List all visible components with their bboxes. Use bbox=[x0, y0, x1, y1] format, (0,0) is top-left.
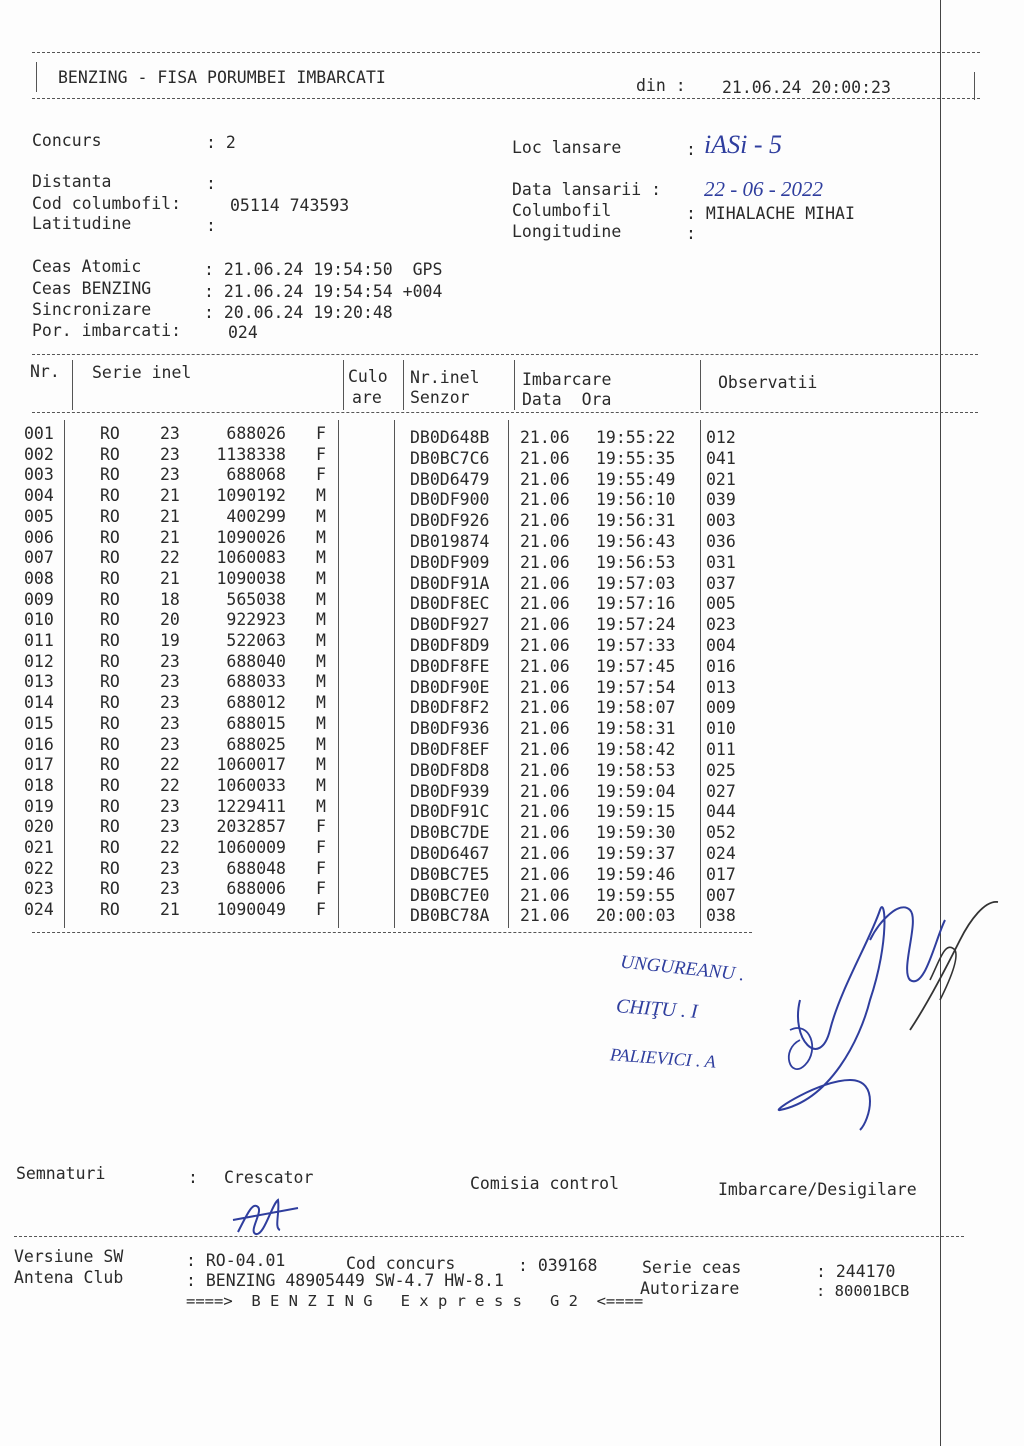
table-cell-inel: 400299 bbox=[226, 506, 286, 526]
body-sep-nr bbox=[64, 420, 65, 928]
table-cell-nr: 024 bbox=[24, 900, 54, 920]
table-cell-inel: 1090192 bbox=[216, 486, 286, 506]
table-cell-data: 21.06 bbox=[520, 594, 570, 614]
table-cell-tara: RO bbox=[100, 858, 120, 878]
table-cell-nr: 001 bbox=[24, 424, 54, 443]
table-cell-nr: 021 bbox=[24, 838, 54, 857]
cod-columbofil-value: 05114 743593 bbox=[230, 196, 350, 215]
table-cell-senzor: DB019874 bbox=[410, 532, 490, 551]
table-cell-sex: M bbox=[316, 755, 326, 775]
table-cell-obs: 007 bbox=[706, 885, 736, 905]
ceas-benzing-value: : 21.06.24 19:54:54 +004 bbox=[204, 282, 443, 301]
table-cell-data: 21.06 bbox=[520, 448, 570, 468]
table-cell-senzor: DB0DF8EC bbox=[410, 594, 490, 614]
table-cell-sex: M bbox=[316, 796, 326, 816]
col-sep-nr bbox=[72, 360, 73, 410]
handwritten-name-1: UNGUREANU . bbox=[619, 951, 746, 986]
table-cell-senzor: DB0DF900 bbox=[410, 490, 490, 510]
table-cell-sex: M bbox=[316, 527, 326, 547]
table-cell-obs: 003 bbox=[706, 511, 736, 531]
col-header-nr: Nr. bbox=[30, 362, 60, 381]
table-cell-tara: RO bbox=[100, 486, 120, 506]
table-cell-senzor: DB0DF926 bbox=[410, 511, 490, 531]
table-cell-ora: 19:57:16 bbox=[596, 594, 676, 614]
table-cell-ora: 19:58:31 bbox=[596, 719, 676, 739]
table-cell-senzor: DB0DF939 bbox=[410, 781, 490, 801]
handwritten-name-3: PALIEVICI . A bbox=[609, 1044, 717, 1072]
porumbei-imbarcati-value: 024 bbox=[228, 323, 258, 342]
table-cell-ora: 19:56:43 bbox=[596, 532, 676, 551]
table-cell-obs: 010 bbox=[706, 719, 736, 739]
table-cell-tara: RO bbox=[100, 713, 120, 733]
col-header-culoare-2: are bbox=[352, 388, 382, 407]
imbarcare-desigilare-label: Imbarcare/Desigilare bbox=[718, 1180, 917, 1199]
table-cell-an: 18 bbox=[160, 589, 180, 609]
crescator-signature bbox=[228, 1192, 308, 1242]
autorizare-value: : 80001BCB bbox=[816, 1282, 910, 1300]
col-header-nr-inel-1: Nr.inel bbox=[410, 368, 480, 387]
table-cell-inel: 2032857 bbox=[216, 817, 286, 837]
loc-lansare-label: Loc lansare bbox=[512, 138, 622, 157]
table-cell-obs: 009 bbox=[706, 698, 736, 718]
table-cell-data: 21.06 bbox=[520, 636, 570, 655]
ceas-atomic-value: : 21.06.24 19:54:50 GPS bbox=[204, 260, 443, 279]
table-cell-nr: 008 bbox=[24, 568, 54, 588]
loc-lansare-handwritten: iASi - 5 bbox=[704, 130, 782, 159]
table-cell-obs: 037 bbox=[706, 573, 736, 593]
crescator-label: Crescator bbox=[224, 1168, 314, 1187]
table-cell-inel: 1060009 bbox=[216, 838, 286, 857]
col-header-observatii: Observatii bbox=[718, 373, 818, 392]
table-cell-nr: 014 bbox=[24, 693, 54, 713]
table-cell-an: 23 bbox=[160, 424, 180, 443]
table-bottom-rule bbox=[32, 932, 752, 933]
table-cell-senzor: DB0DF8D9 bbox=[410, 636, 490, 655]
table-cell-senzor: DB0BC7E0 bbox=[410, 885, 490, 905]
table-header-rule bbox=[32, 412, 978, 413]
table-cell-senzor: DB0DF927 bbox=[410, 615, 490, 635]
cod-concurs-value: : 039168 bbox=[518, 1256, 598, 1275]
table-cell-senzor: DB0BC7E5 bbox=[410, 864, 490, 884]
table-cell-inel: 1060033 bbox=[216, 775, 286, 795]
autorizare-label: Autorizare bbox=[640, 1279, 740, 1298]
longitudine-label: Longitudine bbox=[512, 222, 622, 241]
table-cell-inel: 688048 bbox=[226, 858, 286, 878]
table-cell-inel: 522063 bbox=[226, 631, 286, 650]
date-label: din : bbox=[636, 76, 686, 95]
table-cell-data: 21.06 bbox=[520, 781, 570, 801]
table-cell-ora: 19:57:03 bbox=[596, 573, 676, 593]
table-cell-sex: F bbox=[316, 900, 326, 920]
sincronizare-value: : 20.06.24 19:20:48 bbox=[204, 303, 393, 322]
table-cell-an: 21 bbox=[160, 527, 180, 547]
table-cell-data: 21.06 bbox=[520, 615, 570, 635]
table-cell-data: 21.06 bbox=[520, 677, 570, 697]
table-cell-inel: 1060017 bbox=[216, 755, 286, 775]
col-header-imbarcare-2: Data Ora bbox=[522, 390, 612, 409]
ceas-atomic-label: Ceas Atomic bbox=[32, 257, 142, 276]
table-cell-sex: F bbox=[316, 465, 326, 485]
table-cell-ora: 19:58:53 bbox=[596, 760, 676, 780]
date-value: 21.06.24 20:00:23 bbox=[722, 78, 891, 97]
distanta-label: Distanta bbox=[32, 172, 112, 191]
table-cell-an: 21 bbox=[160, 900, 180, 920]
table-cell-obs: 021 bbox=[706, 469, 736, 489]
table-cell-ora: 19:59:55 bbox=[596, 885, 676, 905]
table-cell-tara: RO bbox=[100, 589, 120, 609]
table-cell-tara: RO bbox=[100, 838, 120, 857]
table-cell-tara: RO bbox=[100, 631, 120, 650]
table-cell-an: 19 bbox=[160, 631, 180, 650]
table-cell-ora: 19:57:54 bbox=[596, 677, 676, 697]
table-cell-an: 23 bbox=[160, 858, 180, 878]
table-cell-data: 21.06 bbox=[520, 823, 570, 843]
table-cell-inel: 1090038 bbox=[216, 568, 286, 588]
table-cell-tara: RO bbox=[100, 900, 120, 920]
col-sep-serie bbox=[343, 360, 344, 410]
table-cell-nr: 009 bbox=[24, 589, 54, 609]
table-cell-ora: 19:59:37 bbox=[596, 844, 676, 863]
table-cell-data: 21.06 bbox=[520, 428, 570, 447]
table-cell-ora: 19:56:10 bbox=[596, 490, 676, 510]
table-cell-inel: 688026 bbox=[226, 424, 286, 443]
table-cell-an: 23 bbox=[160, 734, 180, 754]
table-cell-ora: 19:59:04 bbox=[596, 781, 676, 801]
table-cell-an: 22 bbox=[160, 775, 180, 795]
porumbei-imbarcati-label: Por. imbarcati: bbox=[32, 321, 182, 340]
table-cell-ora: 19:55:35 bbox=[596, 448, 676, 468]
table-cell-data: 21.06 bbox=[520, 906, 570, 926]
table-cell-sex: M bbox=[316, 610, 326, 630]
header-right-bar bbox=[974, 72, 975, 100]
table-cell-ora: 20:00:03 bbox=[596, 906, 676, 926]
table-cell-sex: M bbox=[316, 651, 326, 671]
table-cell-sex: F bbox=[316, 817, 326, 837]
data-lansarii-handwritten: 22 - 06 - 2022 bbox=[704, 177, 823, 201]
table-cell-inel: 688006 bbox=[226, 879, 286, 899]
table-cell-inel: 688015 bbox=[226, 713, 286, 733]
table-cell-ora: 19:57:45 bbox=[596, 656, 676, 676]
table-cell-an: 23 bbox=[160, 444, 180, 464]
table-cell-data: 21.06 bbox=[520, 511, 570, 531]
table-cell-sex: M bbox=[316, 589, 326, 609]
table-cell-an: 22 bbox=[160, 838, 180, 857]
table-cell-nr: 016 bbox=[24, 734, 54, 754]
ceas-benzing-label: Ceas BENZING bbox=[32, 279, 152, 298]
table-cell-senzor: DB0D648B bbox=[410, 428, 490, 447]
table-cell-nr: 012 bbox=[24, 651, 54, 671]
table-cell-tara: RO bbox=[100, 568, 120, 588]
page-edge-line bbox=[940, 0, 941, 1446]
table-cell-an: 23 bbox=[160, 713, 180, 733]
table-top-rule bbox=[32, 354, 978, 355]
table-cell-an: 23 bbox=[160, 693, 180, 713]
table-cell-nr: 011 bbox=[24, 631, 54, 650]
semnaturi-colon: : bbox=[188, 1168, 198, 1187]
semnaturi-label: Semnaturi bbox=[16, 1164, 106, 1183]
table-cell-tara: RO bbox=[100, 734, 120, 754]
table-cell-obs: 044 bbox=[706, 802, 736, 822]
table-cell-obs: 041 bbox=[706, 448, 736, 468]
table-cell-data: 21.06 bbox=[520, 490, 570, 510]
handwritten-name-2: CHIŢU . I bbox=[615, 995, 699, 1023]
table-cell-an: 21 bbox=[160, 486, 180, 506]
table-cell-sex: M bbox=[316, 631, 326, 650]
table-cell-senzor: DB0DF8EF bbox=[410, 740, 490, 759]
col-header-culoare-1: Culo bbox=[348, 367, 388, 386]
table-cell-nr: 018 bbox=[24, 775, 54, 795]
distanta-value: : bbox=[206, 174, 216, 193]
body-sep-imbarcare bbox=[700, 420, 701, 928]
table-cell-tara: RO bbox=[100, 879, 120, 899]
cod-concurs-label: Cod concurs bbox=[346, 1254, 456, 1273]
table-cell-nr: 002 bbox=[24, 444, 54, 464]
table-cell-obs: 016 bbox=[706, 656, 736, 676]
table-cell-senzor: DB0BC7DE bbox=[410, 823, 490, 843]
table-cell-senzor: DB0BC7C6 bbox=[410, 448, 490, 468]
table-cell-ora: 19:55:22 bbox=[596, 428, 676, 447]
concurs-label: Concurs bbox=[32, 131, 102, 150]
table-cell-data: 21.06 bbox=[520, 844, 570, 863]
table-cell-ora: 19:58:07 bbox=[596, 698, 676, 718]
table-cell-senzor: DB0DF90E bbox=[410, 677, 490, 697]
table-cell-data: 21.06 bbox=[520, 802, 570, 822]
table-cell-tara: RO bbox=[100, 610, 120, 630]
table-cell-ora: 19:56:53 bbox=[596, 552, 676, 572]
table-cell-senzor: DB0D6467 bbox=[410, 844, 490, 863]
table-cell-obs: 005 bbox=[706, 594, 736, 614]
table-cell-obs: 039 bbox=[706, 490, 736, 510]
table-cell-obs: 025 bbox=[706, 760, 736, 780]
columbofil-value: : MIHALACHE MIHAI bbox=[686, 204, 855, 223]
table-cell-tara: RO bbox=[100, 527, 120, 547]
table-cell-senzor: DB0DF8D8 bbox=[410, 760, 490, 780]
table-cell-tara: RO bbox=[100, 424, 120, 443]
table-cell-nr: 023 bbox=[24, 879, 54, 899]
table-cell-nr: 005 bbox=[24, 506, 54, 526]
table-cell-an: 22 bbox=[160, 755, 180, 775]
table-cell-tara: RO bbox=[100, 651, 120, 671]
table-cell-inel: 688012 bbox=[226, 693, 286, 713]
document-title: BENZING - FISA PORUMBEI IMBARCATI bbox=[58, 68, 386, 87]
table-cell-tara: RO bbox=[100, 548, 120, 568]
table-cell-data: 21.06 bbox=[520, 573, 570, 593]
table-cell-obs: 027 bbox=[706, 781, 736, 801]
table-cell-inel: 565038 bbox=[226, 589, 286, 609]
table-cell-tara: RO bbox=[100, 672, 120, 692]
versiune-sw-value: : RO-04.01 bbox=[186, 1251, 286, 1270]
data-lansarii-label: Data lansarii : bbox=[512, 180, 662, 199]
table-cell-senzor: DB0D6479 bbox=[410, 469, 490, 489]
loc-lansare-colon: : bbox=[686, 140, 696, 159]
table-cell-sex: F bbox=[316, 838, 326, 857]
comisia-control-label: Comisia control bbox=[470, 1174, 620, 1193]
table-cell-obs: 023 bbox=[706, 615, 736, 635]
table-cell-senzor: DB0DF8F2 bbox=[410, 698, 490, 718]
table-cell-tara: RO bbox=[100, 465, 120, 485]
table-cell-nr: 010 bbox=[24, 610, 54, 630]
table-cell-an: 23 bbox=[160, 651, 180, 671]
table-cell-nr: 013 bbox=[24, 672, 54, 692]
commission-signature-scribbles bbox=[760, 880, 1000, 1140]
table-cell-data: 21.06 bbox=[520, 552, 570, 572]
table-cell-obs: 012 bbox=[706, 428, 736, 447]
table-cell-an: 20 bbox=[160, 610, 180, 630]
table-cell-obs: 031 bbox=[706, 552, 736, 572]
table-cell-an: 23 bbox=[160, 796, 180, 816]
table-cell-obs: 011 bbox=[706, 740, 736, 759]
body-sep-culoare bbox=[394, 420, 395, 928]
col-header-serie-inel: Serie inel bbox=[92, 363, 192, 382]
table-cell-inel: 922923 bbox=[226, 610, 286, 630]
table-cell-an: 21 bbox=[160, 506, 180, 526]
table-cell-an: 23 bbox=[160, 817, 180, 837]
body-sep-serie bbox=[338, 420, 339, 928]
table-cell-sex: M bbox=[316, 693, 326, 713]
table-cell-nr: 017 bbox=[24, 755, 54, 775]
table-cell-senzor: DB0DF91A bbox=[410, 573, 490, 593]
table-cell-senzor: DB0DF909 bbox=[410, 552, 490, 572]
cod-columbofil-label: Cod columbofil: bbox=[32, 194, 182, 213]
table-cell-data: 21.06 bbox=[520, 740, 570, 759]
body-sep-senzor bbox=[508, 420, 509, 928]
table-cell-ora: 19:57:33 bbox=[596, 636, 676, 655]
table-cell-data: 21.06 bbox=[520, 469, 570, 489]
table-cell-nr: 006 bbox=[24, 527, 54, 547]
table-cell-data: 21.06 bbox=[520, 864, 570, 884]
table-cell-data: 21.06 bbox=[520, 532, 570, 551]
table-cell-senzor: DB0BC78A bbox=[410, 906, 490, 926]
longitudine-value: : bbox=[686, 224, 696, 243]
table-cell-inel: 1060083 bbox=[216, 548, 286, 568]
col-header-nr-inel-2: Senzor bbox=[410, 388, 470, 407]
col-sep-imbarcare bbox=[700, 360, 701, 410]
table-cell-data: 21.06 bbox=[520, 760, 570, 780]
table-cell-obs: 052 bbox=[706, 823, 736, 843]
table-cell-sex: F bbox=[316, 424, 326, 443]
table-cell-nr: 022 bbox=[24, 858, 54, 878]
table-cell-tara: RO bbox=[100, 755, 120, 775]
table-cell-an: 23 bbox=[160, 879, 180, 899]
table-cell-ora: 19:59:46 bbox=[596, 864, 676, 884]
benzing-express-banner: ====> B E N Z I N G E x p r e s s G 2 <==== bbox=[186, 1292, 644, 1310]
table-cell-ora: 19:58:42 bbox=[596, 740, 676, 759]
table-cell-an: 23 bbox=[160, 672, 180, 692]
table-cell-obs: 017 bbox=[706, 864, 736, 884]
concurs-value: : 2 bbox=[206, 133, 236, 152]
table-cell-data: 21.06 bbox=[520, 698, 570, 718]
table-cell-inel: 688040 bbox=[226, 651, 286, 671]
col-sep-senzor bbox=[514, 360, 515, 410]
table-cell-tara: RO bbox=[100, 506, 120, 526]
table-cell-sex: M bbox=[316, 734, 326, 754]
table-cell-sex: F bbox=[316, 879, 326, 899]
col-sep-culoare bbox=[403, 360, 404, 410]
table-cell-data: 21.06 bbox=[520, 719, 570, 739]
table-cell-inel: 1090026 bbox=[216, 527, 286, 547]
table-cell-tara: RO bbox=[100, 796, 120, 816]
table-cell-nr: 015 bbox=[24, 713, 54, 733]
table-cell-ora: 19:55:49 bbox=[596, 469, 676, 489]
table-cell-an: 22 bbox=[160, 548, 180, 568]
header-left-bar bbox=[36, 62, 37, 92]
footer-top-rule bbox=[14, 1236, 964, 1237]
table-cell-sex: M bbox=[316, 506, 326, 526]
table-cell-tara: RO bbox=[100, 775, 120, 795]
latitudine-value: : bbox=[206, 216, 216, 235]
versiune-sw-label: Versiune SW bbox=[14, 1247, 124, 1266]
table-cell-sex: M bbox=[316, 548, 326, 568]
table-cell-obs: 036 bbox=[706, 532, 736, 551]
table-cell-sex: M bbox=[316, 486, 326, 506]
header-top-rule bbox=[32, 52, 980, 53]
table-cell-obs: 013 bbox=[706, 677, 736, 697]
antena-club-value: : BENZING 48905449 SW-4.7 HW-8.1 bbox=[186, 1271, 504, 1290]
table-cell-ora: 19:56:31 bbox=[596, 511, 676, 531]
header-bottom-rule bbox=[32, 98, 980, 99]
table-cell-tara: RO bbox=[100, 693, 120, 713]
table-cell-tara: RO bbox=[100, 444, 120, 464]
table-cell-inel: 688068 bbox=[226, 465, 286, 485]
table-cell-ora: 19:59:30 bbox=[596, 823, 676, 843]
antena-club-label: Antena Club bbox=[14, 1268, 124, 1287]
table-cell-sex: M bbox=[316, 672, 326, 692]
table-cell-sex: M bbox=[316, 775, 326, 795]
table-cell-inel: 1229411 bbox=[216, 796, 286, 816]
latitudine-label: Latitudine bbox=[32, 214, 132, 233]
table-cell-data: 21.06 bbox=[520, 656, 570, 676]
table-cell-ora: 19:59:15 bbox=[596, 802, 676, 822]
table-cell-obs: 004 bbox=[706, 636, 736, 655]
table-cell-inel: 688025 bbox=[226, 734, 286, 754]
sincronizare-label: Sincronizare bbox=[32, 300, 152, 319]
table-cell-obs: 024 bbox=[706, 844, 736, 863]
table-cell-nr: 020 bbox=[24, 817, 54, 837]
table-cell-ora: 19:57:24 bbox=[596, 615, 676, 635]
columbofil-label: Columbofil bbox=[512, 201, 612, 220]
table-cell-nr: 004 bbox=[24, 486, 54, 506]
table-cell-sex: M bbox=[316, 713, 326, 733]
serie-ceas-value: : 244170 bbox=[816, 1262, 896, 1281]
col-header-imbarcare-1: Imbarcare bbox=[522, 370, 612, 389]
table-cell-sex: F bbox=[316, 858, 326, 878]
table-cell-inel: 688033 bbox=[226, 672, 286, 692]
table-cell-senzor: DB0DF91C bbox=[410, 802, 490, 822]
table-cell-sex: F bbox=[316, 444, 326, 464]
table-cell-inel: 1090049 bbox=[216, 900, 286, 920]
table-cell-tara: RO bbox=[100, 817, 120, 837]
table-cell-sex: M bbox=[316, 568, 326, 588]
serie-ceas-label: Serie ceas bbox=[642, 1258, 742, 1277]
table-cell-data: 21.06 bbox=[520, 885, 570, 905]
table-cell-an: 21 bbox=[160, 568, 180, 588]
table-cell-obs: 038 bbox=[706, 906, 736, 926]
table-cell-nr: 007 bbox=[24, 548, 54, 568]
table-cell-an: 23 bbox=[160, 465, 180, 485]
table-cell-senzor: DB0DF936 bbox=[410, 719, 490, 739]
table-cell-nr: 003 bbox=[24, 465, 54, 485]
table-cell-nr: 019 bbox=[24, 796, 54, 816]
table-cell-senzor: DB0DF8FE bbox=[410, 656, 490, 676]
table-cell-inel: 1138338 bbox=[216, 444, 286, 464]
